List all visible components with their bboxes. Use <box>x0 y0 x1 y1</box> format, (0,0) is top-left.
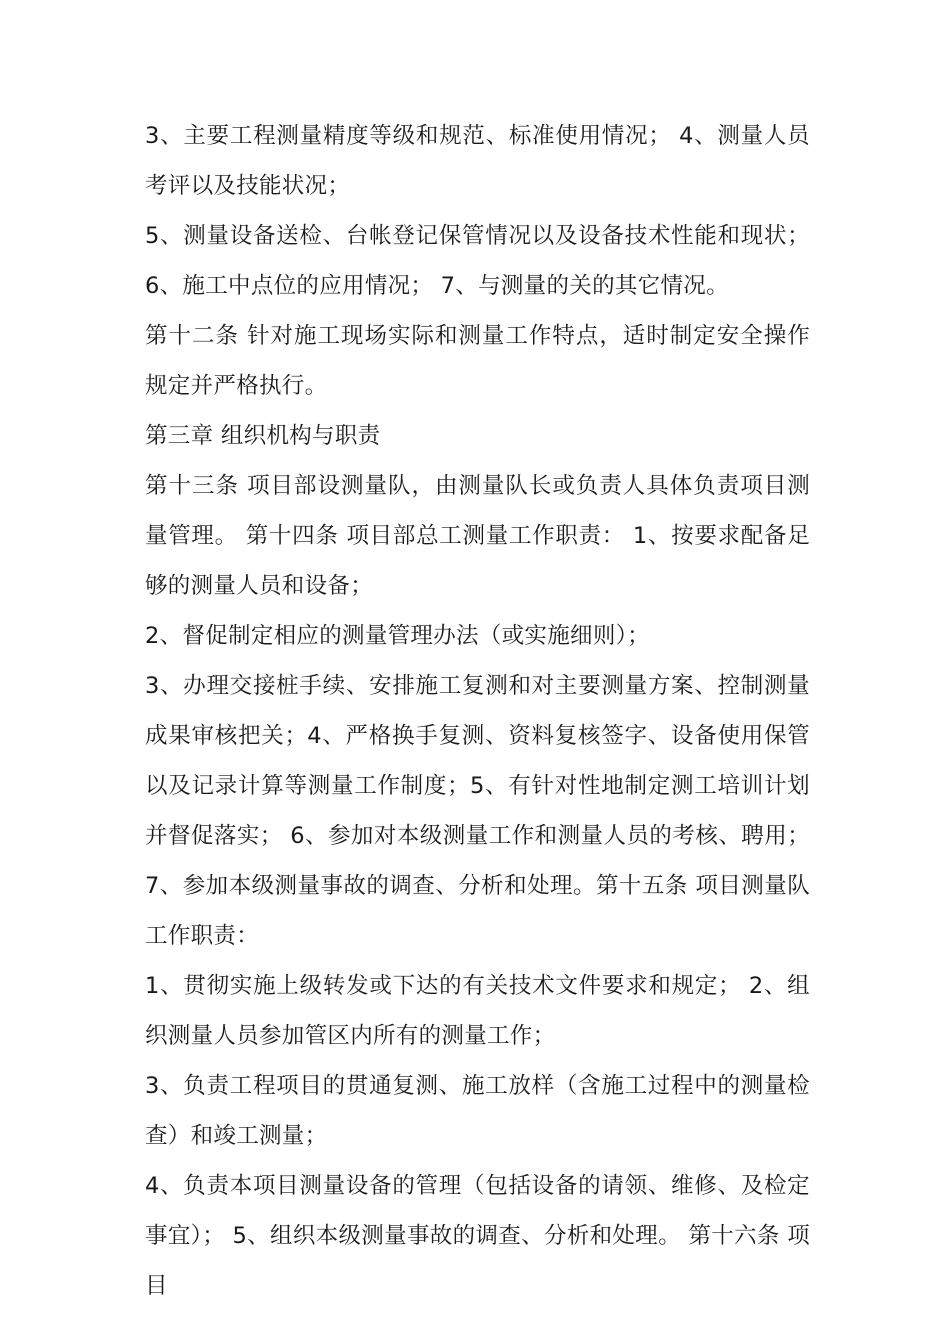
paragraph-article-13-14: 第十三条 项目部设测量队，由测量队长或负责人具体负责项目测量管理。 第十四条 项目部总工测量工作职责： 1、按要求配备足够的测量人员和设备； <box>145 473 810 599</box>
paragraph-item-3-4: 3、主要工程测量精度等级和规范、标准使用情况； 4、测量人员考评以及技能状况； <box>145 123 810 199</box>
paragraph-item-5-7: 5、测量设备送检、台帐登记保管情况以及设备技术性能和现状； 6、施工中点位的应用情况； 7、与测量的关的其它情况。 <box>145 223 810 299</box>
paragraph-article-12: 第十二条 针对施工现场实际和测量工作特点，适时制定安全操作规定并严格执行。 <box>145 323 810 399</box>
paragraph-team-duty-3: 3、负责工程项目的贯通复测、施工放样（含施工过程中的测量检查）和竣工测量； <box>145 1073 810 1149</box>
document-body <box>145 111 810 1311</box>
paragraph-team-duties-1-2: 1、贯彻实施上级转发或下达的有关技术文件要求和规定； 2、组织测量人员参加管区内所有的测量工作； <box>145 973 810 1049</box>
paragraph-team-duties-4-5: 4、负责本项目测量设备的管理（包括设备的请领、维修、及检定事宜）； 5、组织本级测量事故的调查、分析和处理。 第十六条 项目 <box>145 1173 810 1299</box>
paragraph-duty-2: 2、督促制定相应的测量管理办法（或实施细则）； <box>145 623 650 649</box>
chapter-heading: 第三章 组织机构与职责 <box>145 423 381 449</box>
paragraph-duties-3-7: 3、办理交接桩手续、安排施工复测和对主要测量方案、控制测量成果审核把关；4、严格换手复测、资料复核签字、设备使用保管以及记录计算等测量工作制度；5、有针对性地制定测工培训计划并督促落实； 6、参加对本级测量工作和测量人员的考核、聘用； 7、参加本级测量事故的调查、分析和处理。第十五条 项目测量队工作职责： <box>145 673 810 949</box>
